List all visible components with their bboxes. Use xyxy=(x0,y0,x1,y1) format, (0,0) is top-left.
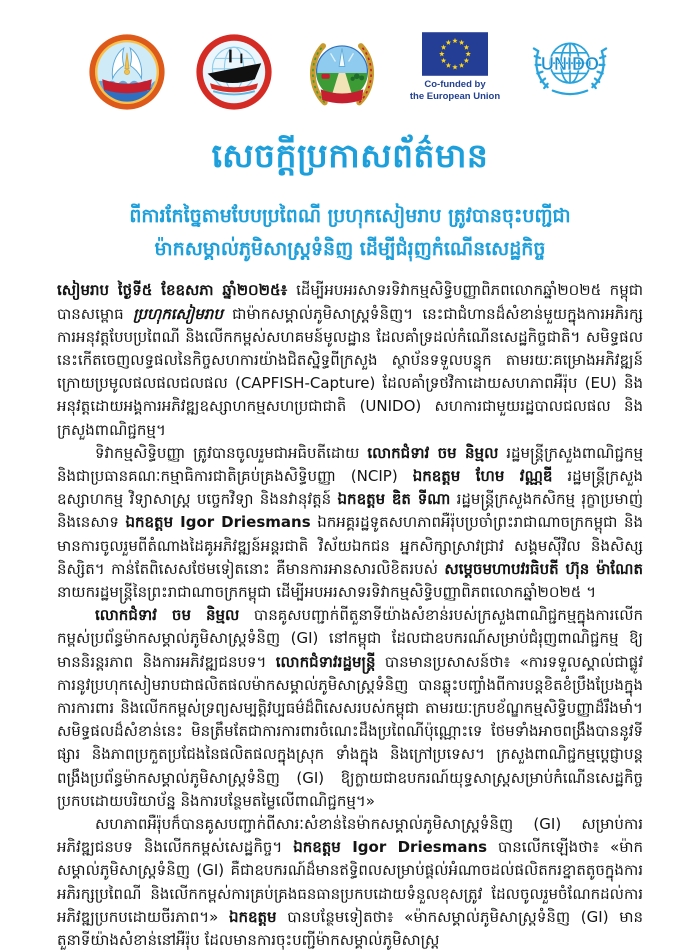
unido-logo xyxy=(527,32,613,108)
unido-wordmark: UNIDO xyxy=(541,54,600,74)
text-run: ជាម៉ាកសម្គាល់ភូមិសាស្ត្រទំនិញ។ នេះជាជំហានដ៏សំខាន់មួយក្នុងការអភិរក្សការអនុវត្តបែបប្រពៃណី និងលើកកម្ពស់សហគមន៍មូលដ្ឋាន ដែលគាំទ្រដល់កំណើនសេដ្ឋកិច្ចជាតិ។ សមិទ្ធផលនេះកើតចេញលទ្ធផលនៃកិច្ចសហការយ៉ាងជិតស្និទ្ធពីក្រសួង ស្ថាប័នទទួលបន្ទុក តាមរយៈគម្រោងអភិវឌ្ឍន៍ក្រោយប្រមូលផលផលជលផល (CAPFISH-Capture) ដែលគាំទ្រថវិកាដោយសហភាពអឺរ៉ុប (EU) និងអនុវត្តដោយអង្គការអភិវឌ្ឍឧស្សាហកម្មសហប្រជាជាតិ (UNIDO) សហការជាមួយរដ្ឋបាលជលផល និងក្រសួងពាណិជ្ជកម្ម។ xyxy=(57,304,643,439)
eu-caption-line1: Co-funded by xyxy=(424,79,486,90)
text-run: ទិវាកម្មសិទ្ធិបញ្ញា ត្រូវបានចូលរួមជាអធិបតីដោយ xyxy=(95,443,368,462)
body-paragraphs xyxy=(57,279,643,952)
text-run: ឯកឧត្តម Igor Driesmans xyxy=(125,513,311,532)
text-run: សហភាពអឺរ៉ុបក៏បានគូសបញ្ជាក់ពីសារៈសំខាន់នៃម៉ាកសម្គាល់ភូមិសាស្ត្រទំនិញ (GI) សម្រាប់ការអភិវឌ្ឍជនបទ និងលើកកម្ពស់សេដ្ឋកិច្ច។ xyxy=(57,815,643,857)
text-run: រដ្ឋមន្ត្រីក្រសួងឧស្សាហកម្ម វិទ្យាសាស្ត្រ បច្ចេកវិទ្យា និងនវានុវត្តន៍ xyxy=(57,466,644,509)
page-title: សេចក្តីប្រកាសព័ត៌មាន xyxy=(211,136,489,175)
text-run: បានបន្ថែមទៀតថា៖ «ម៉ាកសម្គាល់ភូមិសាស្ត្រទំនិញ (GI) មានតួនាទីយ៉ាងសំខាន់នៅអឺរ៉ុប ដែលមានការចុះបញ្ជីម៉ាកសម្គាល់ភូមិសាស្ត្រ xyxy=(57,907,644,950)
subtitle-line2: ម៉ាកសម្គាល់ភូមិសាស្ត្រទំនិញ ដើម្បីជំរុញកំណើនសេដ្ឋកិច្ច xyxy=(154,237,546,260)
agriculture-wreath-seal-icon xyxy=(301,32,383,114)
text-run: រដ្ឋមន្ត្រីក្រសួងពាណិជ្ជកម្ម និងជាប្រធានគណៈកម្មាធិការជាតិគ្រប់គ្រងសិទ្ធិបញ្ញា (NCIP) xyxy=(57,443,644,485)
unido-globe-wreath-icon xyxy=(527,32,613,108)
text-run: បានលើកឡើងថា៖ «ម៉ាកសម្គាល់ភូមិសាស្ត្រទំនិញ (GI) គឺជាឧបករណ៍ដ៏មានឥទ្ធិពលសម្រាប់ផ្តល់អំណាចដល់ផលិតករខ្នាតតូចក្នុងការអភិរក្សប្រពៃណី និងលើកកម្ពស់ការគ្រប់គ្រងធនធានប្រកបដោយទំនួលខុសត្រូវ ដែលចូលរួមចំណែកដល់ការអភិវឌ្ឍប្រកបដោយចីរភាព។» xyxy=(57,838,643,926)
paragraph xyxy=(57,279,643,441)
capfish-capture-logo xyxy=(194,32,274,112)
text-run: លោកជំទាវ ចម និម្មល xyxy=(95,606,240,625)
eu-caption-line2: the European Union xyxy=(409,90,501,102)
text-run: សម្តេចមហាបវរធិបតី ហ៊ុន ម៉ាណែត xyxy=(444,559,643,578)
text-run: លោកជំទាវ ចម និម្មល xyxy=(367,443,499,462)
paragraph xyxy=(57,604,643,813)
text-run: បានមានប្រសាសន៍ថា៖ «ការទទួលស្គាល់ជាផ្លូវការនូវប្រហុកសៀមរាបជាផលិតផលម៉ាកសម្គាល់ភូមិសាស្ត្រទំនិញ បានឆ្លុះបញ្ចាំងពីការបន្តខិតខំប្រឹងប្រែងក្នុងការការពារ និងលើកកម្ពស់ទ្រព្យសម្បត្តិវប្បធម៌ដ៏ពិសេសរបស់កម្ពុជា តាមរយៈក្របខ័ណ្ឌកម្មសិទ្ធិបញ្ញាដ៏រឹងមាំ។ សមិទ្ធផលដ៏សំខាន់នេះ មិនត្រឹមតែជាការការពារចំណេះដឹងប្រពៃណីប៉ុណ្ណោះទេ ថែមទាំងអាចពង្រឹងបាននូវទីផ្សារ និងភាពប្រកួតប្រជែងនៃផលិតផលក្នុងស្រុក ទាំងក្នុង និងក្រៅប្រទេស។ ក្រសួងពាណិជ្ជកម្មប្តេជ្ញាបន្តពង្រឹងប្រព័ន្ធម៉ាកសម្គាល់ភូមិសាស្ត្រទំនិញ (GI) ឱ្យក្លាយជាឧបករណ៍យុទ្ធសាស្ត្រសម្រាប់កំណើនសេដ្ឋកិច្ចប្រកបដោយបរិយាប័ន្ន និងការបន្ថែមតម្លៃលើពាណិជ្ជកម្ម។» xyxy=(57,652,643,810)
capfish-boat-seal-icon xyxy=(194,32,274,112)
text-run: បានគូសបញ្ជាក់ពីតួនាទីយ៉ាងសំខាន់របស់ក្រសួងពាណិជ្ជកម្មក្នុងការលើកកម្ពស់ប្រព័ន្ធម៉ាកសម្គាល់ភូមិសាស្ត្រទំនិញ (GI) នៅកម្ពុជា ដែលជាឧបករណ៍សម្រាប់ជំរុញពាណិជ្ជកម្ម ឱ្យមាននិរន្តរភាព និងការអភិវឌ្ឍជនបទ។ xyxy=(57,606,643,671)
text-run: ឯកឧត្តម ឌិត ទីណា xyxy=(337,490,451,509)
eu-caption xyxy=(410,79,500,103)
paragraph xyxy=(57,813,643,952)
text-run: ឯកឧត្តម xyxy=(228,907,277,926)
eu-cofunded-logo xyxy=(410,32,500,103)
text-run: រដ្ឋមន្ត្រីក្រសួងកសិកម្ម រុក្ខាប្រមាញ់ និងនេសាទ xyxy=(57,490,643,532)
logo-row xyxy=(57,32,643,120)
text-run: ឯកអគ្គរដ្ឋទូតសហភាពអឺរ៉ុបប្រចាំព្រះរាជាណាចក្រកម្ពុជា និងមានការចូលរួមពីតំណាងដៃគូអភិវឌ្ឍន៍អន្តរជាតិ វិស័យឯកជន អ្នកសិក្សាស្រាវជ្រាវ សង្គមស៊ីវិល និងសិស្សនិស្សិត។ កាន់តែពិសេសថែមទៀតនោះ គឺមានការអានសារលិខិតរបស់ xyxy=(57,513,643,578)
text-run: ដើម្បីអបអរសាទរទិវាកម្មសិទ្ធិបញ្ញាពិភពលោកឆ្នាំ២០២៥ កម្ពុជាបានសម្ពោធ xyxy=(57,281,643,323)
paragraph xyxy=(57,442,643,604)
page-subtitle xyxy=(57,200,643,265)
subtitle-line1: ពីការកែច្នៃតាមបែបប្រពៃណី ប្រហុកសៀមរាប ត្រូវបានចុះបញ្ជីជា xyxy=(129,205,571,227)
text-run: សៀមរាប ថ្ងៃទី៥ ខែឧសភា ឆ្នាំ២០២៥៖ xyxy=(57,281,297,300)
fisheries-administration-seal-icon xyxy=(87,32,167,112)
text-run: ប្រហុកសៀមរាប xyxy=(132,304,223,323)
text-run: ឯកឧត្តម Igor Driesmans xyxy=(293,838,488,857)
text-run: លោកជំទាវរដ្ឋមន្ត្រី xyxy=(275,652,376,671)
text-run: នាយករដ្ឋមន្ត្រីនៃព្រះរាជាណាចក្រកម្ពុជា ដើម្បីអបអរសាទរទិវាកម្មសិទ្ធិបញ្ញាពិភពលោកឆ្នាំ២០២៥ ។ xyxy=(57,582,597,601)
ministry-of-agriculture-logo xyxy=(301,32,383,114)
eu-flag-icon xyxy=(422,32,488,76)
fisheries-administration-logo xyxy=(87,32,167,112)
text-run: ឯកឧត្តម ហែម វណ្ណឌី xyxy=(412,466,553,485)
